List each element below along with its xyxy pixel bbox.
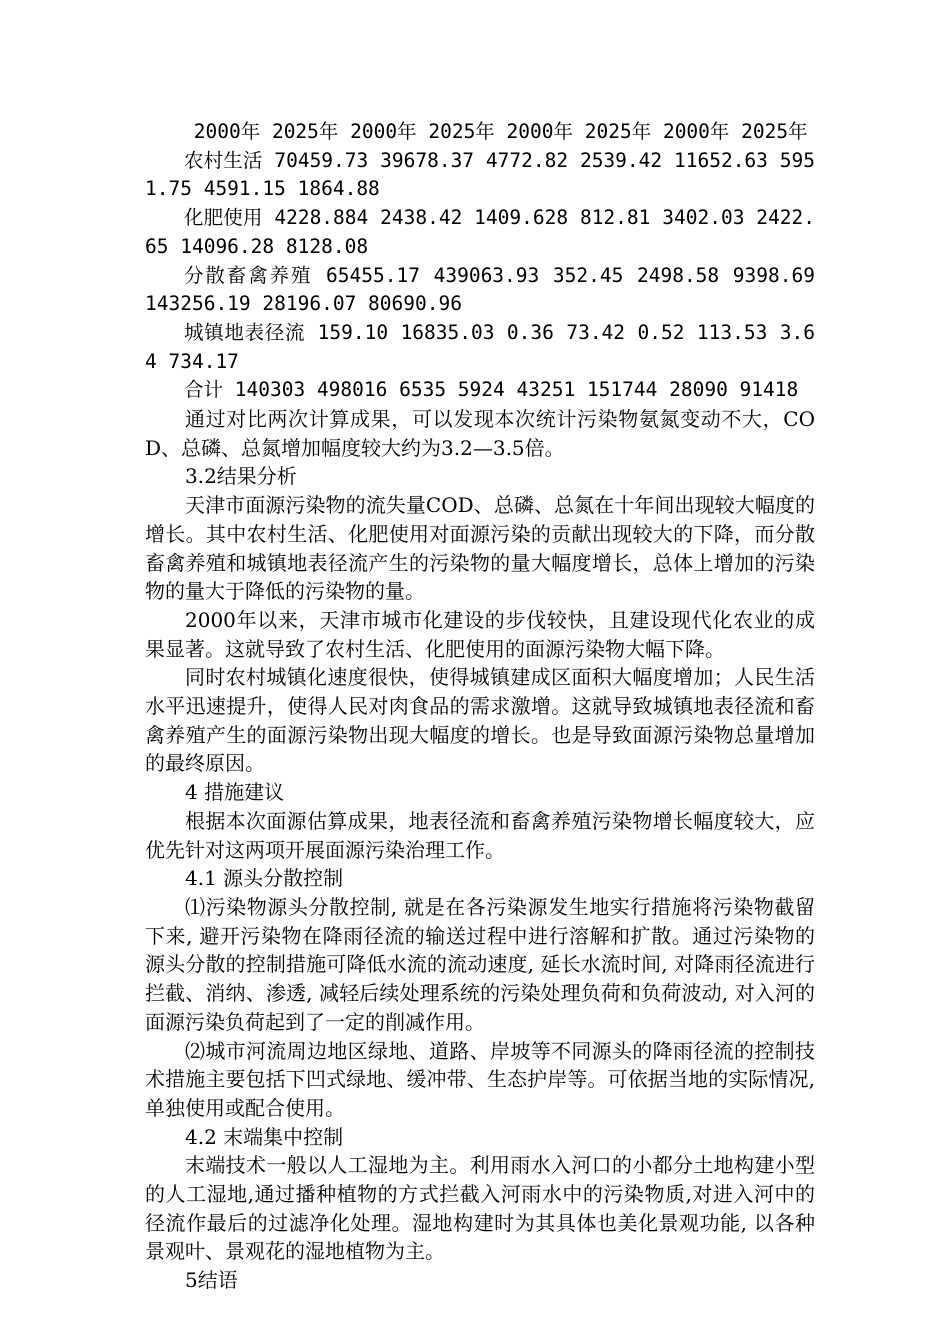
table-row-total: 合计 140303 498016 6535 5924 43251 151744 28090 91418 xyxy=(184,378,799,402)
heading-4: 4 措施建议 xyxy=(185,780,285,805)
table-row-rural-life: 农村生活 70459.73 39678.37 4772.82 2539.42 11652.63 5951.75 4591.15 1864.88 xyxy=(145,148,815,201)
paragraph-recommendation: 根据本次面源估算成果，地表径流和畜禽养殖污染物增长幅度较大，应优先针对这两项开展面源污染治理工作。 xyxy=(145,808,815,862)
table-header-years: 2000年 2025年 2000年 2025年 2000年 2025年 2000年 2025年 xyxy=(193,120,808,143)
document-page xyxy=(145,118,815,1295)
heading-3-2: 3.2结果分析 xyxy=(185,464,297,489)
table-row-fertilizer: 化肥使用 4228.884 2438.42 1409.628 812.81 3402.03 2422.65 14096.28 8128.08 xyxy=(145,206,815,258)
heading-4-1: 4.1 源头分散控制 xyxy=(185,866,344,891)
heading-4-2: 4.2 末端集中控制 xyxy=(185,1124,344,1149)
paragraph-since-2000: 2000年以来，天津市城市化建设的步伐较快，且建设现代化农业的成果显著。这就导致了农村生活、化肥使用的面源污染物大幅下降。 xyxy=(145,607,815,661)
heading-5: 5结语 xyxy=(185,1268,238,1293)
paragraph-analysis: 天津市面源污染物的流失量COD、总磷、总氮在十年间出现较大幅度的增长。其中农村生活、化肥使用对面源污染的贡献出现较大的下降，而分散畜禽养殖和城镇地表径流产生的污染物的量大幅度增长，总体上增加的污染物的量大于降低的污染物的量。 xyxy=(145,493,815,604)
paragraph-source-control-1: ⑴污染物源头分散控制, 就是在各污染源发生地实行措施将污染物截留下来, 避开污染物在降雨径流的输送过程中进行溶解和扩散。通过污染物的源头分散的控制措施可降低水流的流动速度, 延长水流时间, 对降雨径流进行拦截、消纳、渗透, 减轻后续处理系统的污染处理负荷和负荷波动, 对入河的面源污染负荷起到了一定的削减作用。 xyxy=(145,894,815,1034)
paragraph-comparison: 通过对比两次计算成果，可以发现本次统计污染物氨氮变动不大，COD、总磷、总氮增加幅度较大约为3.2—3.5倍。 xyxy=(145,407,815,460)
paragraph-source-control-2: ⑵城市河流周边地区绿地、道路、岸坡等不同源头的降雨径流的控制技术措施主要包括下凹式绿地、缓冲带、生态护岸等。可依据当地的实际情况, 单独使用或配合使用。 xyxy=(145,1038,815,1120)
paragraph-urbanization: 同时农村城镇化速度很快，使得城镇建成区面积大幅度增加；人民生活水平迅速提升，使得人民对肉食品的需求激增。这就导致城镇地表径流和畜禽养殖产生的面源污染物出现大幅度的增长。也是导致面源污染物总量增加的最终原因。 xyxy=(145,665,815,776)
table-row-urban-runoff: 城镇地表径流 159.10 16835.03 0.36 73.42 0.52 113.53 3.64 734.17 xyxy=(145,320,815,373)
table-row-livestock: 分散畜禽养殖 65455.17 439063.93 352.45 2498.58 9398.69 143256.19 28196.07 80690.96 xyxy=(145,263,815,316)
paragraph-end-control: 末端技术一般以人工湿地为主。利用雨水入河口的小都分土地构建小型的人工湿地,通过播种植物的方式拦截入河雨水中的污染物质,对进入河中的径流作最后的过滤净化处理。湿地构建时为其具体也美化景观功能, 以各种景观叶、景观花的湿地植物为主。 xyxy=(145,1153,815,1264)
